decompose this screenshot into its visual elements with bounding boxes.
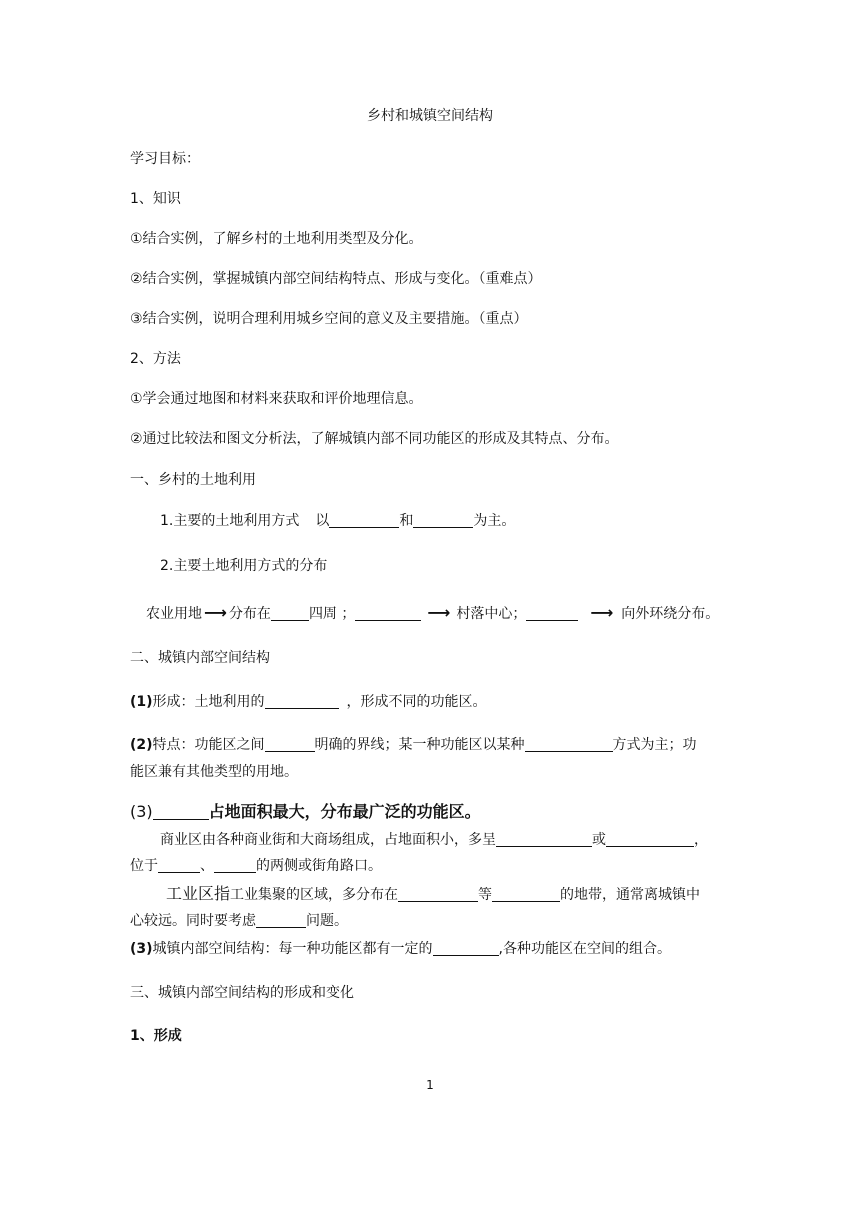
p2-text-b: 明确的界线；某一种功能区以某种 xyxy=(314,737,525,753)
dist-text-a: 农业用地 xyxy=(146,606,202,622)
dist-text-b: 分布在 xyxy=(228,606,271,622)
section2-p2 xyxy=(130,735,697,755)
item1-label: 1.主要的土地利用方式 xyxy=(160,513,300,529)
blank-structure[interactable] xyxy=(433,940,499,956)
section2-p5 xyxy=(166,884,700,905)
blank-industry-location[interactable] xyxy=(398,886,478,902)
blank-boundary[interactable] xyxy=(265,736,315,752)
dist-text-e: 向外环绕分布。 xyxy=(621,606,720,622)
p6-text-b: ,各种功能区在空间的组合。 xyxy=(498,941,671,957)
knowledge-item-2: ②结合实例，掌握城镇内部空间结构特点、形成与变化。（重难点） xyxy=(130,271,542,287)
blank-dist-1[interactable] xyxy=(271,605,309,621)
method-item-2: ②通过比较法和图文分析法，了解城镇内部不同功能区的形成及其特点、分布。 xyxy=(130,431,619,447)
p4-text-b: 或 xyxy=(592,832,606,848)
section3-sub1: 1、形成 xyxy=(130,1028,182,1044)
arrow-right-icon: ⟶ xyxy=(427,603,451,622)
p5-text-d: 的地带，通常离城镇中 xyxy=(560,887,701,903)
objectives-heading: 学习目标： xyxy=(130,151,200,167)
blank-location-1[interactable] xyxy=(158,857,200,873)
p1-text-b: ，形成不同的功能区。 xyxy=(346,694,487,710)
section2-p6 xyxy=(130,939,671,959)
p4-text-c: ， xyxy=(694,832,708,848)
blank-formation[interactable] xyxy=(265,693,339,709)
section2-p3 xyxy=(130,802,481,823)
p5-text-e: 心较远。同时要考虑 xyxy=(130,913,256,929)
p1-text-a: 形成：土地利用的 xyxy=(152,694,265,710)
blank-dist-3[interactable] xyxy=(526,605,578,621)
page-number: 1 xyxy=(426,1078,434,1092)
dist-text-c: 四周 ； xyxy=(308,606,356,622)
p4-text-d: 位于 xyxy=(130,858,158,874)
section2-p4 xyxy=(160,830,708,850)
p5-text-f: 问题。 xyxy=(306,913,348,929)
method-heading: 2、方法 xyxy=(130,351,181,367)
blank-location-2[interactable] xyxy=(214,857,256,873)
p4-text-f: 的两侧或街角路口。 xyxy=(256,858,382,874)
distribution-line xyxy=(146,603,719,624)
p4-text-a: 商业区由各种商业街和大商场组成，占地面积小，多呈 xyxy=(160,832,496,848)
method-item-1: ①学会通过地图和材料来获取和评价地理信息。 xyxy=(130,391,423,407)
blank-dist-2[interactable] xyxy=(355,605,421,621)
section1-item2: 2.主要土地利用方式的分布 xyxy=(160,558,328,574)
p2-number: (2) xyxy=(130,737,153,753)
p1-number: (1) xyxy=(130,694,153,710)
arrow-right-icon: ⟶ xyxy=(590,603,614,622)
p5-text-a: 工业区指 xyxy=(166,884,231,903)
blank-industry-issue[interactable] xyxy=(256,912,306,928)
section3-heading: 三、城镇内部空间结构的形成和变化 xyxy=(130,985,354,1001)
dist-text-d: 村落中心； xyxy=(456,606,527,622)
p5-text-c: 等 xyxy=(478,887,493,903)
knowledge-heading: 1、知识 xyxy=(130,191,181,207)
p6-text-a: 城镇内部空间结构：每一种功能区都有一定的 xyxy=(152,941,433,957)
section2-p1 xyxy=(130,692,487,712)
blank-land-use-mode[interactable] xyxy=(525,736,613,752)
section2-p4-cont xyxy=(130,856,382,876)
p6-number: (3) xyxy=(130,941,153,957)
section2-heading: 二、城镇内部空间结构 xyxy=(130,650,270,666)
blank-land-use-1[interactable] xyxy=(329,512,399,528)
arrow-right-icon: ⟶ xyxy=(204,603,227,622)
p3-text: 占地面积最大，分布最广泛的功能区。 xyxy=(208,802,481,821)
p2-text-a: 特点：功能区之间 xyxy=(152,737,265,753)
blank-land-use-2[interactable] xyxy=(413,512,473,528)
blank-largest-area[interactable] xyxy=(153,804,209,820)
p5-text-b: 工业集聚的区域，多分布在 xyxy=(230,887,399,903)
section2-p5-cont xyxy=(130,911,348,931)
item1-text-b: 和 xyxy=(399,513,414,529)
item1-text-c: 为主。 xyxy=(473,513,516,529)
item1-text-a: 以 xyxy=(315,513,330,529)
page-title: 乡村和城镇空间结构 xyxy=(367,108,493,124)
blank-shape-1[interactable] xyxy=(496,831,592,847)
section2-p2-cont: 能区兼有其他类型的用地。 xyxy=(130,764,298,780)
section1-item1 xyxy=(160,511,515,531)
section1-heading: 一、乡村的土地利用 xyxy=(130,472,256,488)
p4-text-e: 、 xyxy=(200,858,214,874)
p3-number: (3) xyxy=(130,802,153,821)
knowledge-item-3: ③结合实例，说明合理利用城乡空间的意义及主要措施。（重点） xyxy=(130,311,528,327)
p2-text-c: 方式为主；功 xyxy=(612,737,697,753)
blank-shape-2[interactable] xyxy=(606,831,694,847)
blank-industry-condition[interactable] xyxy=(492,886,560,902)
knowledge-item-1: ①结合实例，了解乡村的土地利用类型及分化。 xyxy=(130,231,423,247)
